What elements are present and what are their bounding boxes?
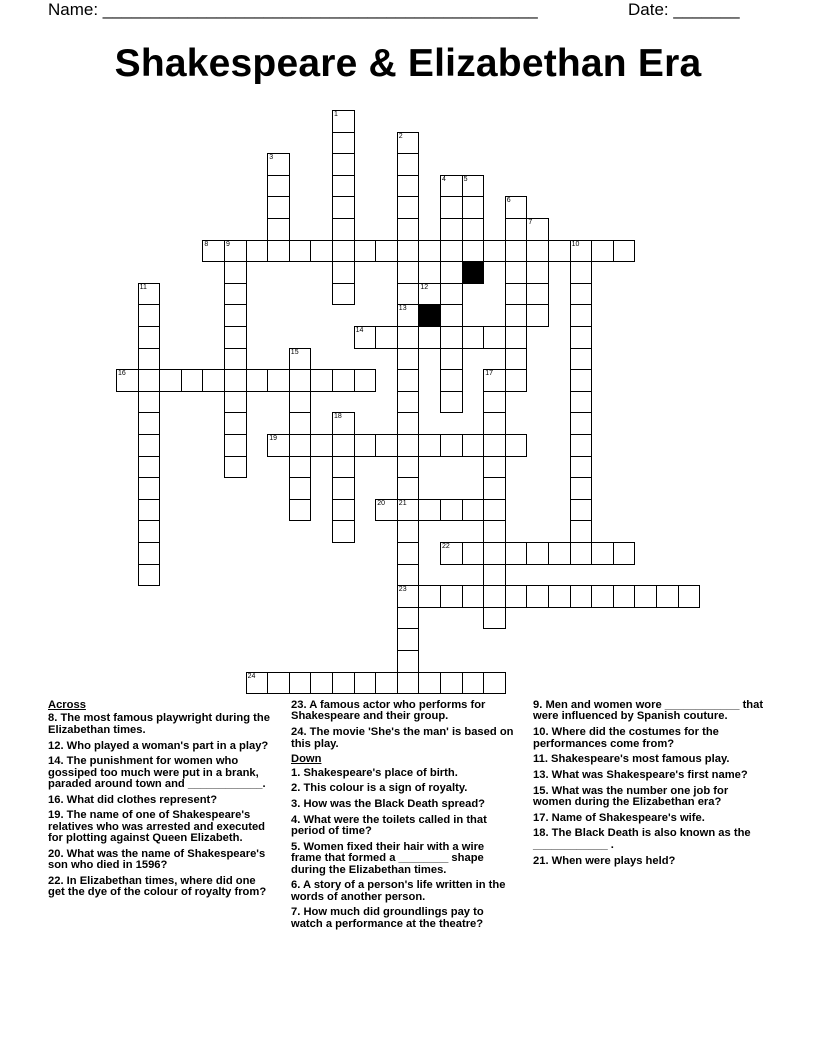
- grid-cell[interactable]: [138, 348, 161, 371]
- grid-cell[interactable]: [462, 542, 485, 565]
- grid-cell[interactable]: [440, 542, 463, 565]
- grid-cell[interactable]: [246, 240, 269, 263]
- black-square: [462, 261, 485, 284]
- grid-cell[interactable]: [570, 434, 593, 457]
- grid-cell[interactable]: [548, 585, 571, 608]
- grid-cell[interactable]: [332, 218, 355, 241]
- grid-cell[interactable]: [418, 672, 441, 695]
- grid-cell[interactable]: [548, 542, 571, 565]
- grid-cell[interactable]: [483, 564, 506, 587]
- grid-cell[interactable]: [483, 326, 506, 349]
- grid-cell[interactable]: [397, 585, 420, 608]
- grid-cell[interactable]: [289, 240, 312, 263]
- grid-cell[interactable]: [224, 261, 247, 284]
- grid-cell[interactable]: [505, 304, 528, 327]
- grid-cell[interactable]: [440, 304, 463, 327]
- clue-number-label: 13: [398, 305, 407, 313]
- grid-cell[interactable]: [570, 304, 593, 327]
- down-heading: Down: [291, 753, 322, 766]
- grid-cell[interactable]: [570, 240, 593, 263]
- grid-cell[interactable]: [505, 196, 528, 219]
- grid-cell[interactable]: [332, 132, 355, 155]
- grid-cell[interactable]: [224, 326, 247, 349]
- grid-cell[interactable]: [397, 369, 420, 392]
- grid-cell[interactable]: [397, 456, 420, 479]
- clue-number-label: 6: [506, 197, 511, 205]
- grid-cell[interactable]: [462, 499, 485, 522]
- grid-cell[interactable]: [505, 585, 528, 608]
- grid-cell[interactable]: [332, 196, 355, 219]
- grid-cell[interactable]: [138, 564, 161, 587]
- grid-cell[interactable]: [332, 520, 355, 543]
- grid-cell[interactable]: [397, 391, 420, 414]
- grid-cell[interactable]: [397, 499, 420, 522]
- grid-cell[interactable]: [267, 196, 290, 219]
- grid-cell[interactable]: [397, 304, 420, 327]
- grid-cell[interactable]: [570, 542, 593, 565]
- grid-cell[interactable]: [570, 261, 593, 284]
- grid-cell[interactable]: [483, 499, 506, 522]
- grid-cell[interactable]: [224, 304, 247, 327]
- grid-cell[interactable]: [332, 261, 355, 284]
- grid-cell[interactable]: [440, 196, 463, 219]
- grid-cell[interactable]: [289, 672, 312, 695]
- grid-cell[interactable]: [483, 412, 506, 435]
- grid-cell[interactable]: [570, 283, 593, 306]
- page-title: Shakespeare & Elizabethan Era: [114, 42, 702, 85]
- grid-cell[interactable]: [505, 348, 528, 371]
- grid-cell[interactable]: [397, 132, 420, 155]
- grid-cell[interactable]: [224, 412, 247, 435]
- black-square: [418, 304, 441, 327]
- grid-cell[interactable]: [138, 326, 161, 349]
- grid-cell[interactable]: [267, 672, 290, 695]
- grid-cell[interactable]: [591, 542, 614, 565]
- grid-cell[interactable]: [483, 520, 506, 543]
- grid-cell[interactable]: [224, 348, 247, 371]
- grid-cell[interactable]: [397, 672, 420, 695]
- grid-cell[interactable]: [224, 283, 247, 306]
- grid-cell[interactable]: [656, 585, 679, 608]
- grid-cell[interactable]: [613, 542, 636, 565]
- grid-cell[interactable]: [397, 283, 420, 306]
- grid-cell[interactable]: [440, 218, 463, 241]
- grid-cell[interactable]: [440, 585, 463, 608]
- grid-cell[interactable]: [310, 672, 333, 695]
- grid-cell[interactable]: [570, 477, 593, 500]
- grid-cell[interactable]: [418, 499, 441, 522]
- grid-cell[interactable]: [483, 391, 506, 414]
- clue-number-label: 24: [247, 672, 256, 680]
- grid-cell[interactable]: [375, 499, 398, 522]
- grid-cell[interactable]: [116, 369, 139, 392]
- clue-number-label: 12: [420, 283, 429, 291]
- grid-cell[interactable]: [440, 369, 463, 392]
- grid-cell[interactable]: [138, 520, 161, 543]
- grid-cell[interactable]: [397, 628, 420, 651]
- grid-cell[interactable]: [505, 240, 528, 263]
- grid-cell[interactable]: [526, 218, 549, 241]
- grid-cell[interactable]: [678, 585, 701, 608]
- grid-cell[interactable]: [289, 499, 312, 522]
- grid-cell[interactable]: [354, 326, 377, 349]
- grid-cell[interactable]: [354, 240, 377, 263]
- grid-cell[interactable]: [397, 607, 420, 630]
- grid-cell[interactable]: [267, 153, 290, 176]
- grid-cell[interactable]: [397, 434, 420, 457]
- grid-cell[interactable]: [483, 672, 506, 695]
- grid-cell[interactable]: [440, 283, 463, 306]
- grid-cell[interactable]: [483, 456, 506, 479]
- clues-column-2: [291, 700, 517, 935]
- grid-cell[interactable]: [138, 499, 161, 522]
- grid-cell[interactable]: [138, 412, 161, 435]
- grid-cell[interactable]: [267, 240, 290, 263]
- clue-number-label: 1: [334, 111, 338, 118]
- clue-down-10: 10. Where did the costumes for the performances come from?: [533, 726, 719, 750]
- clue-number-label: 2: [398, 132, 403, 140]
- grid-cell[interactable]: [138, 391, 161, 414]
- grid-cell[interactable]: [289, 369, 312, 392]
- grid-cell[interactable]: [462, 240, 485, 263]
- grid-cell[interactable]: [462, 585, 485, 608]
- grid-cell[interactable]: [483, 434, 506, 457]
- grid-cell[interactable]: [570, 520, 593, 543]
- clues-column-1: [48, 700, 270, 903]
- grid-cell[interactable]: [332, 456, 355, 479]
- grid-cell[interactable]: [138, 477, 161, 500]
- grid-cell[interactable]: [181, 369, 204, 392]
- grid-cell[interactable]: [397, 542, 420, 565]
- grid-cell[interactable]: [462, 196, 485, 219]
- grid-cell[interactable]: [570, 348, 593, 371]
- grid-cell[interactable]: [354, 672, 377, 695]
- grid-cell[interactable]: [440, 240, 463, 263]
- grid-cell[interactable]: [591, 585, 614, 608]
- clue-across-23: 23. A famous actor who performs for Shakespeare and their group.: [291, 699, 486, 723]
- grid-cell[interactable]: [310, 240, 333, 263]
- grid-cell[interactable]: [332, 110, 355, 133]
- grid-cell[interactable]: [397, 564, 420, 587]
- grid-cell[interactable]: [440, 261, 463, 284]
- grid-cell[interactable]: [462, 672, 485, 695]
- clue-across-12: 12. Who played a woman's part in a play?: [48, 739, 269, 752]
- grid-cell[interactable]: [267, 369, 290, 392]
- grid-cell[interactable]: [267, 175, 290, 198]
- grid-cell[interactable]: [289, 391, 312, 414]
- grid-cell[interactable]: [375, 434, 398, 457]
- grid-cell[interactable]: [505, 261, 528, 284]
- grid-cell[interactable]: [354, 369, 377, 392]
- clue-number-label: 7: [528, 219, 533, 226]
- clue-down-9: 9. Men and women wore ____________ that were influenced by Spanish couture.: [533, 699, 764, 723]
- grid-cell[interactable]: [440, 434, 463, 457]
- grid-cell[interactable]: [397, 240, 420, 263]
- grid-cell[interactable]: [397, 196, 420, 219]
- grid-cell[interactable]: [138, 304, 161, 327]
- grid-cell[interactable]: [246, 369, 269, 392]
- grid-cell[interactable]: [289, 456, 312, 479]
- grid-cell[interactable]: [613, 240, 636, 263]
- grid-cell[interactable]: [440, 391, 463, 414]
- grid-cell[interactable]: [332, 175, 355, 198]
- grid-cell[interactable]: [332, 412, 355, 435]
- grid-cell[interactable]: [397, 326, 420, 349]
- grid-cell[interactable]: [138, 434, 161, 457]
- grid-cell[interactable]: [440, 326, 463, 349]
- clue-number-label: 5: [463, 175, 468, 183]
- clue-down-13: 13. What was Shakespeare's first name?: [533, 768, 748, 781]
- grid-cell[interactable]: [224, 369, 247, 392]
- grid-cell[interactable]: [526, 261, 549, 284]
- clue-down-7: 7. How much did groundlings pay to watch a performance at the theatre?: [291, 906, 484, 930]
- grid-cell[interactable]: [375, 672, 398, 695]
- grid-cell[interactable]: [505, 326, 528, 349]
- grid-cell[interactable]: [138, 542, 161, 565]
- grid-cell[interactable]: [138, 369, 161, 392]
- grid-cell[interactable]: [505, 283, 528, 306]
- grid-cell[interactable]: [418, 434, 441, 457]
- grid-cell[interactable]: [224, 434, 247, 457]
- grid-cell[interactable]: [289, 477, 312, 500]
- grid-cell[interactable]: [483, 585, 506, 608]
- grid-cell[interactable]: [483, 240, 506, 263]
- clue-across-24: 24. The movie 'She's the man' is based on this play.: [291, 726, 514, 750]
- grid-cell[interactable]: [138, 456, 161, 479]
- grid-cell[interactable]: [526, 304, 549, 327]
- grid-cell[interactable]: [289, 412, 312, 435]
- clue-number-label: 22: [442, 543, 450, 550]
- name-label: Name: ______________________________________________: [48, 0, 538, 19]
- grid-cell[interactable]: [375, 326, 398, 349]
- grid-cell[interactable]: [440, 175, 463, 198]
- grid-cell[interactable]: [613, 585, 636, 608]
- clue-down-11: 11. Shakespeare's most famous play.: [533, 753, 730, 766]
- grid-cell[interactable]: [224, 240, 247, 263]
- grid-cell[interactable]: [332, 672, 355, 695]
- grid-cell[interactable]: [202, 240, 225, 263]
- grid-cell[interactable]: [397, 218, 420, 241]
- grid-cell[interactable]: [462, 175, 485, 198]
- grid-cell[interactable]: [505, 218, 528, 241]
- grid-cell[interactable]: [440, 348, 463, 371]
- grid-cell[interactable]: [332, 153, 355, 176]
- clue-across-20: 20. What was the name of Shakespeare's son who died in 1596?: [48, 847, 266, 872]
- grid-cell[interactable]: [397, 348, 420, 371]
- across-heading: Across: [48, 699, 86, 711]
- clues-column-3: [533, 700, 765, 871]
- grid-cell[interactable]: [267, 218, 290, 241]
- grid-cell[interactable]: [159, 369, 182, 392]
- clue-across-14: 14. The punishment for women who gossiped too much were put in a brank, paraded around town and ____________.: [48, 755, 266, 791]
- grid-cell[interactable]: [397, 175, 420, 198]
- grid-cell[interactable]: [202, 369, 225, 392]
- clue-number-label: 8: [204, 240, 209, 248]
- clue-down-6: 6. A story of a person's life written in the words of another person.: [291, 879, 506, 903]
- clue-number-label: 20: [377, 499, 385, 507]
- clue-number-label: 21: [398, 499, 407, 507]
- date-label: Date: _______: [628, 0, 740, 19]
- grid-cell[interactable]: [224, 391, 247, 414]
- grid-cell[interactable]: [375, 240, 398, 263]
- grid-cell[interactable]: [591, 240, 614, 263]
- grid-cell[interactable]: [462, 218, 485, 241]
- grid-cell[interactable]: [634, 585, 657, 608]
- grid-cell[interactable]: [526, 542, 549, 565]
- clue-down-15: 15. What was the number one job for women during the Elizabethan era?: [533, 784, 729, 809]
- clue-number-label: 11: [139, 283, 147, 291]
- clue-number-label: 18: [334, 413, 342, 421]
- clue-across-19: 19. The name of one of Shakespeare's relatives who was arrested and executed for plotting against Queen Elizabeth.: [48, 809, 266, 845]
- grid-cell[interactable]: [570, 391, 593, 414]
- grid-cell[interactable]: [526, 283, 549, 306]
- grid-cell[interactable]: [483, 542, 506, 565]
- grid-cell[interactable]: [505, 542, 528, 565]
- grid-cell[interactable]: [289, 434, 312, 457]
- clue-down-18: 18. The Black Death is also known as the ____________ .: [533, 827, 751, 851]
- grid-cell[interactable]: [332, 240, 355, 263]
- grid-cell[interactable]: [440, 672, 463, 695]
- grid-cell[interactable]: [397, 477, 420, 500]
- grid-cell[interactable]: [483, 369, 506, 392]
- grid-cell[interactable]: [246, 672, 269, 695]
- grid-cell[interactable]: [418, 240, 441, 263]
- grid-cell[interactable]: [505, 369, 528, 392]
- grid-cell[interactable]: [332, 283, 355, 306]
- grid-cell[interactable]: [570, 585, 593, 608]
- clue-down-1: 1. Shakespeare's place of birth.: [291, 766, 458, 779]
- grid-cell[interactable]: [483, 477, 506, 500]
- grid-cell[interactable]: [570, 456, 593, 479]
- clue-down-5: 5. Women fixed their hair with a wire frame that formed a ________ shape during the Elizabethan times.: [291, 840, 485, 876]
- clue-number-label: 4: [442, 175, 446, 183]
- grid-cell[interactable]: [267, 434, 290, 457]
- grid-cell[interactable]: [505, 434, 528, 457]
- grid-cell[interactable]: [570, 499, 593, 522]
- clue-across-16: 16. What did clothes represent?: [48, 793, 218, 806]
- grid-cell[interactable]: [310, 369, 333, 392]
- grid-cell[interactable]: [548, 240, 571, 263]
- grid-cell[interactable]: [332, 434, 355, 457]
- grid-cell[interactable]: [289, 348, 312, 371]
- clue-number-label: 14: [355, 327, 364, 334]
- clue-down-21: 21. When were plays held?: [533, 854, 676, 867]
- clue-number-label: 3: [269, 154, 274, 162]
- grid-cell[interactable]: [418, 326, 441, 349]
- grid-cell[interactable]: [418, 585, 441, 608]
- grid-cell[interactable]: [483, 607, 506, 630]
- grid-cell[interactable]: [570, 326, 593, 349]
- grid-cell[interactable]: [462, 326, 485, 349]
- grid-cell[interactable]: [397, 261, 420, 284]
- clue-across-8: 8. The most famous playwright during the Elizabethan times.: [48, 712, 270, 736]
- grid-cell[interactable]: [526, 240, 549, 263]
- grid-cell[interactable]: [224, 456, 247, 479]
- clue-down-2: 2. This colour is a sign of royalty.: [291, 782, 468, 795]
- grid-cell[interactable]: [397, 520, 420, 543]
- grid-cell[interactable]: [332, 477, 355, 500]
- clue-number-label: 15: [290, 348, 299, 356]
- grid-cell[interactable]: [462, 434, 485, 457]
- grid-cell[interactable]: [526, 585, 549, 608]
- clue-number-label: 10: [571, 240, 580, 248]
- clue-number-label: 9: [226, 240, 230, 248]
- grid-cell[interactable]: [570, 412, 593, 435]
- clue-number-label: 19: [269, 435, 277, 442]
- clue-down-3: 3. How was the Black Death spread?: [291, 798, 485, 811]
- grid-cell[interactable]: [570, 369, 593, 392]
- clue-number-label: 16: [118, 370, 126, 378]
- grid-cell[interactable]: [332, 369, 355, 392]
- grid-cell[interactable]: [310, 434, 333, 457]
- grid-cell[interactable]: [354, 434, 377, 457]
- grid-cell[interactable]: [397, 412, 420, 435]
- grid-cell[interactable]: [332, 499, 355, 522]
- grid-cell[interactable]: [418, 283, 441, 306]
- clue-down-17: 17. Name of Shakespeare's wife.: [533, 811, 705, 824]
- clue-down-4: 4. What were the toilets called in that period of time?: [291, 813, 487, 838]
- clue-number-label: 23: [398, 586, 407, 594]
- grid-cell[interactable]: [397, 650, 420, 673]
- clue-number-label: 17: [485, 370, 493, 378]
- grid-cell[interactable]: [440, 499, 463, 522]
- grid-cell[interactable]: [397, 153, 420, 176]
- grid-cell[interactable]: [138, 283, 161, 306]
- clue-across-22: 22. In Elizabethan times, where did one get the dye of the colour of royalty from?: [48, 875, 267, 899]
